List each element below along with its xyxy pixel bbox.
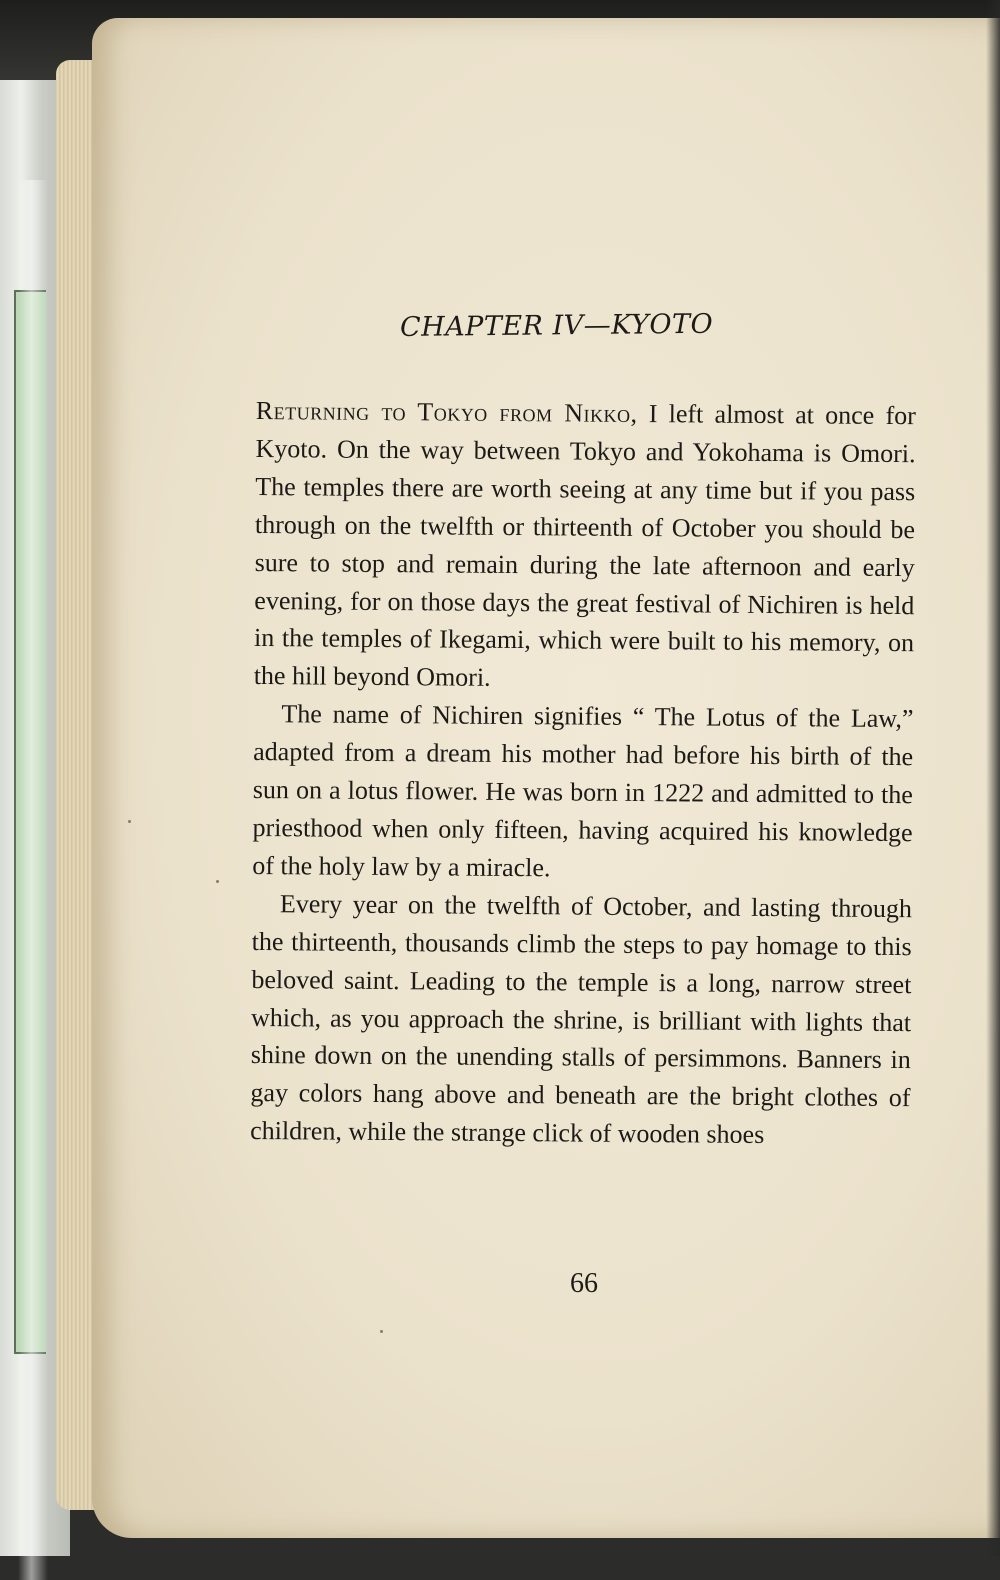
page-number: 66	[570, 1268, 598, 1299]
paper-speck	[216, 880, 219, 883]
paper-speck	[380, 1330, 383, 1333]
opening-small-caps: Returning to Tokyo from Nikko,	[255, 395, 638, 428]
paragraph-3: Every year on the twelfth of October, and lasting through the thirteenth, thousands climb the steps to pay homage to this beloved saint. Leading to the temple is a long, narrow street which, as you approach the shrine, is brilliant with lights that shine down on the unending stalls of persimmons. Banners in gay colors hang above and beneath are the bright clothes of children, while the strange click of wooden shoes	[250, 888, 913, 1150]
paragraph-2: The name of Nichiren signifies “ The Lotus of the Law,” adapted from a dream his mother had before his birth of the sun on a lotus flower. He was born in 1222 and admitted to the priesthood when only fifteen, having acquired his knowledge of the holy law by a miracle.	[252, 699, 914, 883]
paper-speck	[128, 820, 131, 823]
right-edge-shadow	[986, 0, 1000, 1556]
body-text	[250, 392, 916, 1155]
jacket-gloss	[18, 180, 48, 1580]
chapter-title: CHAPTER IV—KYOTO	[399, 308, 714, 343]
paragraph-1	[254, 392, 916, 700]
paragraph-1-text: I left almost at once for Kyoto. On the way between Tokyo and Yokohama is Omori. The temples there are worth seeing at any time but if you pass through on the twelfth or thirteenth of October you should be sure to stop and remain during the late afternoon and early evening, for on those days the great festival of Nichiren is held in the temples of Ikegami, which were built to his memory, on the hill beyond Omori.	[253, 398, 916, 693]
